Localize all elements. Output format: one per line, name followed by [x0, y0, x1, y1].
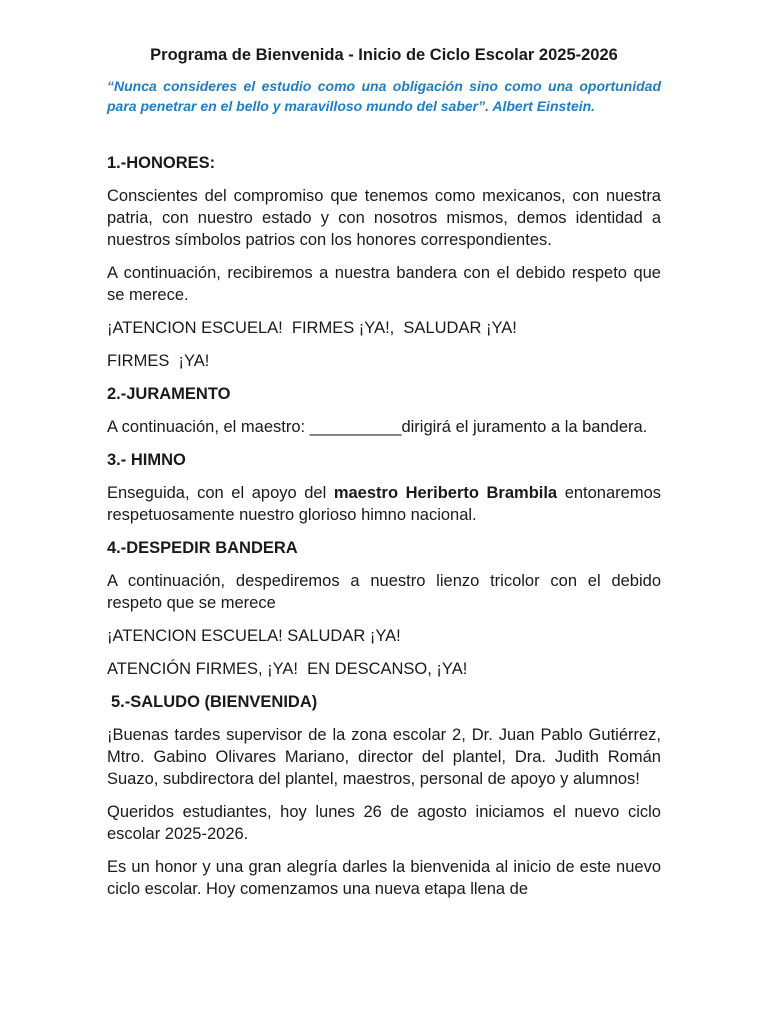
command-text: ¡ATENCION ESCUELA! SALUDAR ¡YA! — [107, 627, 401, 645]
section-heading-saludo: 5.-SALUDO (BIENVENIDA) — [111, 693, 318, 711]
paragraph: A continuación, recibiremos a nuestra bandera con el debido respeto que se merece. — [107, 264, 661, 304]
paragraph: A continuación, despediremos a nuestro lienzo tricolor con el debido respeto que se merece — [107, 572, 661, 612]
command-text: FIRMES ¡YA! — [107, 352, 210, 370]
paragraph: Conscientes del compromiso que tenemos como mexicanos, con nuestra patria, con nuestro estado y con nosotros mismos, demos identidad a nuestros símbolos patrios con los honores correspondientes. — [107, 187, 661, 249]
section-heading-despedir: 4.-DESPEDIR BANDERA — [107, 539, 298, 557]
paragraph: ¡Buenas tardes supervisor de la zona escolar 2, Dr. Juan Pablo Gutiérrez, Mtro. Gabino Olivares Mariano, director del plantel, Dra. Judith Román Suazo, subdirectora del plantel, maestros, personal de apoyo y alumnos! — [107, 726, 661, 788]
paragraph — [107, 482, 661, 526]
document-title: Programa de Bienvenida - Inicio de Ciclo Escolar 2025-2026 — [150, 46, 618, 64]
paragraph: A continuación, el maestro: __________dirigirá el juramento a la bandera. — [107, 418, 648, 436]
paragraph: Es un honor y una gran alegría darles la bienvenida al inicio de este nuevo ciclo escolar. Hoy comenzamos una nueva etapa llena de — [107, 858, 661, 898]
command-text: ATENCIÓN FIRMES, ¡YA! EN DESCANSO, ¡YA! — [107, 660, 468, 678]
section-heading-himno: 3.- HIMNO — [107, 451, 186, 469]
epigraph-quote: “Nunca consideres el estudio como una obligación sino como una oportunidad para penetrar en el bello y maravilloso mundo del saber”. Albert Einstein. — [107, 78, 661, 114]
paragraph: Queridos estudiantes, hoy lunes 26 de agosto iniciamos el nuevo ciclo escolar 2025-2026. — [107, 803, 661, 843]
section-heading-juramento: 2.-JURAMENTO — [107, 385, 231, 403]
text-run: entonaremos respetuosamente nuestro glorioso himno nacional. — [107, 484, 662, 524]
command-text: ¡ATENCION ESCUELA! FIRMES ¡YA!, SALUDAR ¡YA! — [107, 319, 517, 337]
section-heading-honores: 1.-HONORES: — [107, 154, 216, 172]
bold-name: maestro Heriberto Brambila — [333, 484, 558, 502]
text-run: Enseguida, con el apoyo del — [107, 484, 334, 502]
